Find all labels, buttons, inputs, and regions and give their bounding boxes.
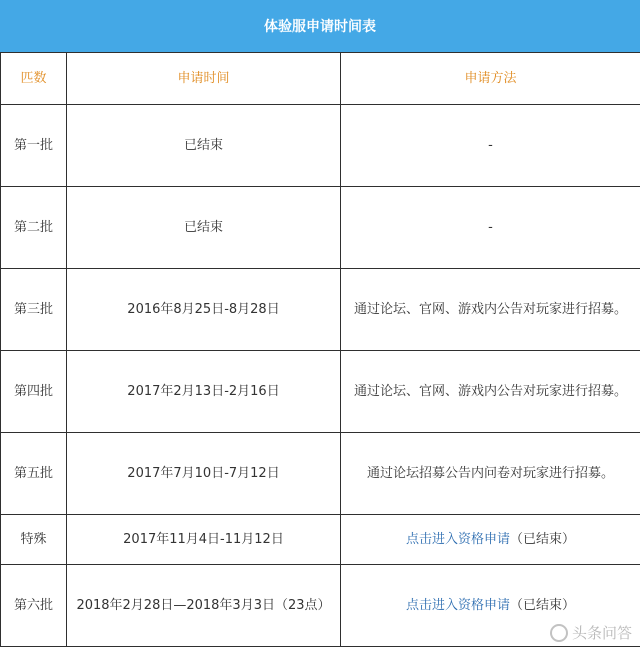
header-method: 申请方法 xyxy=(341,53,640,105)
watermark-text: 头条问答 xyxy=(572,622,632,643)
table-row xyxy=(1,565,640,647)
header-batch: 匹数 xyxy=(1,53,67,105)
apply-link[interactable]: 点击进入资格申请 xyxy=(406,532,510,547)
apply-link[interactable]: 点击进入资格申请 xyxy=(406,598,510,613)
method-cell xyxy=(341,515,640,565)
method-cell: - xyxy=(341,187,640,269)
method-cell: 通过论坛、官网、游戏内公告对玩家进行招募。 xyxy=(341,351,640,433)
method-status: （已结束） xyxy=(510,532,575,547)
batch-cell: 第五批 xyxy=(1,433,67,515)
batch-cell: 第六批 xyxy=(1,565,67,647)
watermark xyxy=(550,622,632,643)
table-row xyxy=(1,515,640,565)
time-cell: 已结束 xyxy=(67,187,341,269)
batch-cell: 第一批 xyxy=(1,105,67,187)
time-cell: 2017年2月13日-2月16日 xyxy=(67,351,341,433)
batch-cell: 第四批 xyxy=(1,351,67,433)
table-row xyxy=(1,433,640,515)
table-header-row xyxy=(1,53,640,105)
batch-cell: 第三批 xyxy=(1,269,67,351)
batch-cell: 特殊 xyxy=(1,515,67,565)
time-cell: 已结束 xyxy=(67,105,341,187)
header-time: 申请时间 xyxy=(67,53,341,105)
batch-cell: 第二批 xyxy=(1,187,67,269)
method-cell: - xyxy=(341,105,640,187)
time-cell: 2017年11月4日-11月12日 xyxy=(67,515,341,565)
schedule-table xyxy=(0,52,640,647)
time-cell: 2017年7月10日-7月12日 xyxy=(67,433,341,515)
method-cell: 通过论坛招募公告内问卷对玩家进行招募。 xyxy=(341,433,640,515)
method-cell: 通过论坛、官网、游戏内公告对玩家进行招募。 xyxy=(341,269,640,351)
time-cell: 2016年8月25日-8月28日 xyxy=(67,269,341,351)
time-cell: 2018年2月28日—2018年3月3日（23点） xyxy=(67,565,341,647)
toutiao-logo-icon xyxy=(550,624,568,642)
table-row xyxy=(1,351,640,433)
table-row xyxy=(1,187,640,269)
table-row xyxy=(1,105,640,187)
table-title: 体验服申请时间表 xyxy=(0,0,640,53)
method-status: （已结束） xyxy=(510,598,575,613)
table-row xyxy=(1,269,640,351)
